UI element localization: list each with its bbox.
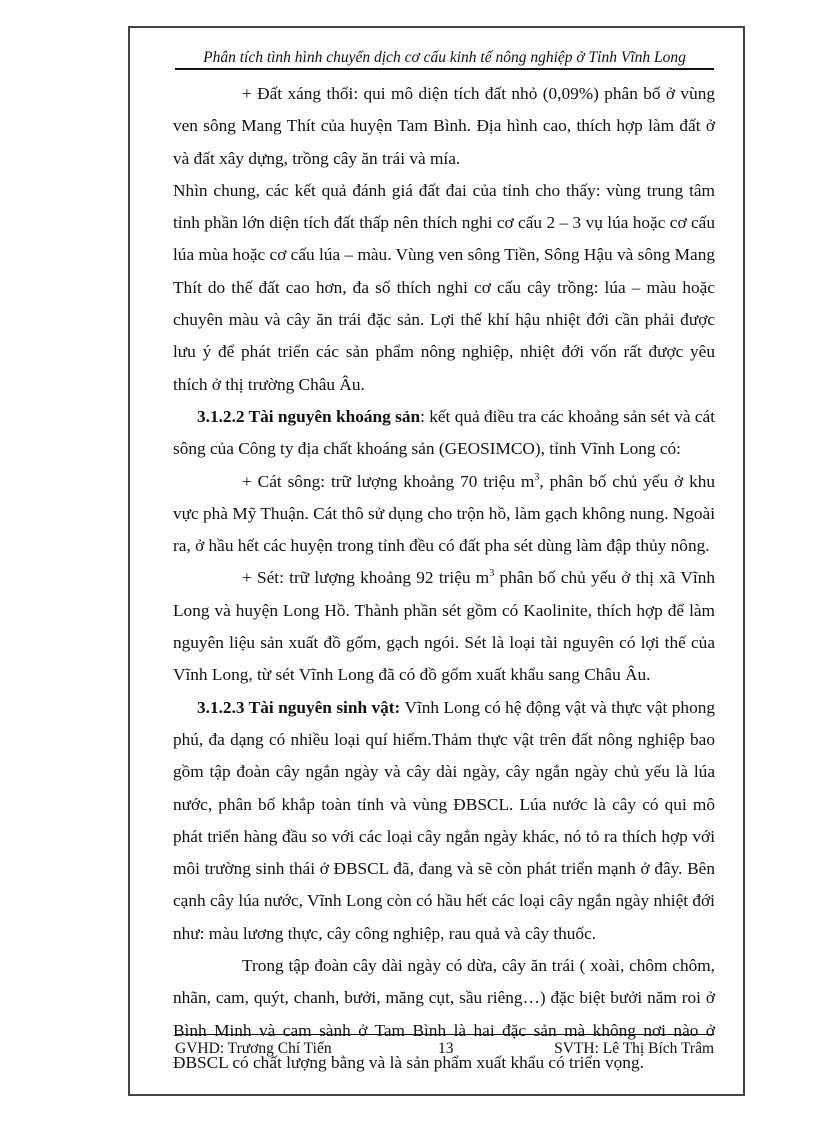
section-text-sinh-vat: Vĩnh Long có hệ động vật và thực vật phong phú, đa dạng có nhiều loại quí hiếm.Thảm thực vật trên đất nông nghiệp bao gồm tập đoàn cây ngắn ngày và cây dài ngày, cây ngắn ngày chủ yếu là lúa nước, phân bố khắp toàn tỉnh và vùng ĐBSCL. Lúa nước là cây có qui mô phát triển hàng đầu so với các loại cây ngắn ngày khác, nó tỏ ra thích hợp với môi trường sinh thái ở ĐBSCL đã, đang và sẽ còn phát triển mạnh ở đây. Bên cạnh cây lúa nước, Vĩnh Long còn có hầu hết các loại cây ngắn ngày nhiệt đới như: màu lương thực, cây công nghiệp, rau quả và cây thuốc. [173, 697, 715, 943]
set-text-a: + Sét: trữ lượng khoảng 92 triệu m [242, 568, 490, 588]
set-text-b: phân bố chủ yếu ở thị xã Vĩnh Long và huyện Long Hồ. Thành phần sét gồm có Kaolinite, thích hợp để làm nguyên liệu sản xuất đồ gốm, gạch ngói. Sét là loại tài nguyên có lợi thế của Vĩnh Long, từ sét Vĩnh Long đã có đồ gốm xuất khẩu sang Châu Âu. [173, 568, 715, 685]
document-body [173, 78, 715, 1079]
running-header: Phân tích tình hình chuyển dịch cơ cấu kinh tế nông nghiệp ở Tỉnh Vĩnh Long [203, 49, 686, 66]
cat-song-text-a: + Cát sông: trữ lượng khoảng 70 triệu m [242, 471, 535, 491]
footer-divider [175, 1034, 714, 1035]
section-khoang-san [173, 401, 715, 466]
paragraph-dat-xang-thoi: + Đất xáng thổi: qui mô diện tích đất nhỏ (0,09%) phân bố ở vùng ven sông Mang Thít của huyện Tam Bình. Địa hình cao, thích hợp làm đất ở và đất xây dựng, trồng cây ăn trái và mía. [173, 84, 715, 168]
paragraph-set [173, 562, 715, 691]
section-heading-khoang-san: 3.1.2.2 Tài nguyên khoáng sản [197, 406, 421, 426]
section-text-khoang-san: : kết quả điều tra các khoảng sản sét và cát sông của Công ty địa chất khoáng sản (GEOSIMCO), tỉnh Vĩnh Long có: [173, 406, 715, 459]
page-number: 13 [438, 1040, 454, 1057]
section-sinh-vat [173, 692, 715, 950]
section-heading-sinh-vat: 3.1.2.3 Tài nguyên sinh vật: [197, 697, 401, 717]
paragraph-cat-song [173, 466, 715, 563]
paragraph-cay-dai-ngay: Trong tập đoàn cây dài ngày có dừa, cây ăn trái ( xoài, chôm chôm, nhãn, cam, quýt, chanh, bưởi, măng cụt, sầu riêng…) đặc biệt bưởi năm roi ở Bình Minh và cam sành ở Tam Bình là hai đặc sản mà không nơi nào ở ĐBSCL có chất lượng bằng và là sản phẩm xuất khẩu có triển vọng. [173, 956, 715, 1072]
cat-song-superscript: 3 [534, 471, 540, 483]
footer-advisor: GVHD: Trương Chí Tiến [175, 1040, 332, 1057]
header-divider [175, 68, 714, 70]
paragraph-summary: Nhìn chung, các kết quả đánh giá đất đai của tỉnh cho thấy: vùng trung tâm tỉnh phần lớn diện tích đất thấp nên thích nghi cơ cấu 2 – 3 vụ lúa hoặc cơ cấu lúa mùa hoặc cơ cấu lúa – màu. Vùng ven sông Tiền, Sông Hậu và sông Mang Thít do thế đất cao hơn, đa số thích nghi cơ cấu cây trồng: lúa – màu hoặc chuyên màu và cây ăn trái đặc sản. Lợi thế khí hậu nhiệt đới cần phải được lưu ý để phát triển các sản phẩm nông nghiệp, nhiệt đới vốn rất được yêu thích ở thị trường Châu Âu. [173, 180, 715, 394]
cat-song-text-b: , phân bố chủ yếu ở khu vực phà Mỹ Thuận. Cát thô sử dụng cho trộn hồ, làm gạch không nung. Ngoài ra, ở hầu hết các huyện trong tỉnh đều có đất pha sét dùng làm đập thủy nông. [173, 471, 715, 556]
set-superscript: 3 [489, 568, 495, 580]
footer-student: SVTH: Lê Thị Bích Trâm [554, 1040, 714, 1057]
